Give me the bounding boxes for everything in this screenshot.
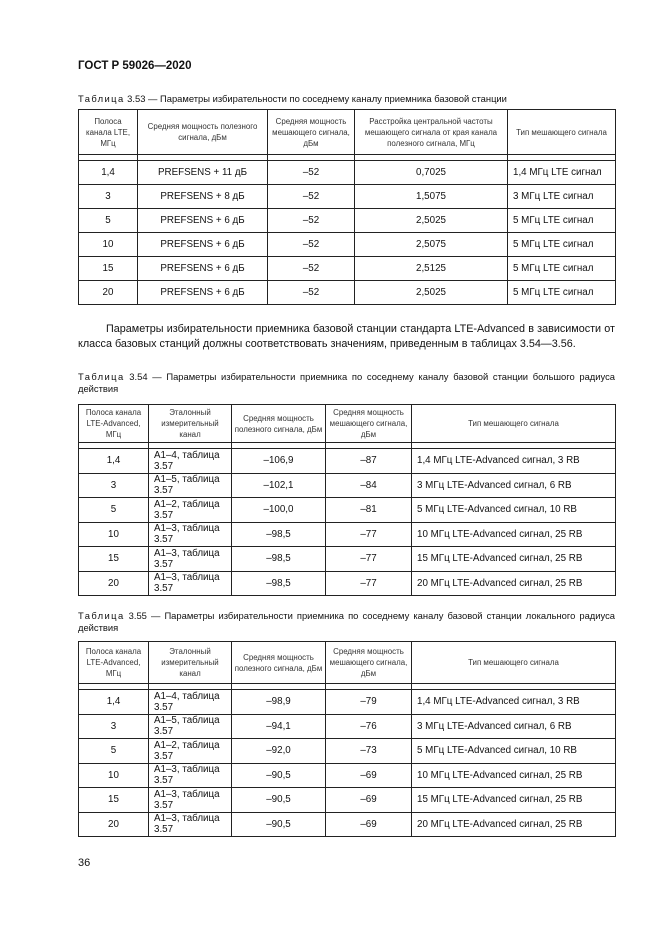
table-row [79, 185, 616, 209]
table-row [79, 571, 616, 596]
caption-text: 3.55 — Параметры избирательности приемника по соседнему каналу базовой станции локального радиуса действия [78, 610, 615, 633]
table-cell: 3 [79, 185, 138, 209]
table-cell: 1,4 [79, 449, 149, 474]
table-cell: 5 МГц LTE сигнал [508, 209, 616, 233]
table-row [79, 522, 616, 547]
table-cell: 5 МГц LTE-Advanced сигнал, 10 RB [412, 498, 616, 523]
table-cell: 1,4 МГц LTE-Advanced сигнал, 3 RB [412, 690, 616, 715]
caption-label: Таблица [78, 93, 125, 104]
table-cell: 5 МГц LTE сигнал [508, 233, 616, 257]
table-cell: 1,4 [79, 690, 149, 715]
column-header: Тип мешающего сигнала [508, 110, 616, 155]
table-row [79, 257, 616, 281]
table-cell: 15 [79, 788, 149, 813]
table-cell: –69 [326, 788, 412, 813]
table-cell: –98,5 [232, 571, 326, 596]
table-cell: 20 МГц LTE-Advanced сигнал, 25 RB [412, 571, 616, 596]
column-header: Эталонный измерительный канал [149, 642, 232, 684]
table-row [79, 690, 616, 715]
body-paragraph: Параметры избирательности приемника базовой станции стандарта LTE-Advanced в зависимости от класса базовых станций должны соответствовать значениям, приведенным в таблицах 3.54—3.56. [78, 323, 615, 350]
table-cell: 5 МГц LTE сигнал [508, 281, 616, 305]
table-cell: 15 [79, 257, 138, 281]
column-header: Средняя мощность полезного сигнала, дБм [232, 642, 326, 684]
table-cell: А1–3, таблица 3.57 [149, 571, 232, 596]
table-cell: А1–5, таблица 3.57 [149, 714, 232, 739]
caption-label: Таблица [78, 610, 125, 621]
column-header: Полоса канала LTE-Advanced, МГц [79, 405, 149, 443]
table-3-55 [78, 641, 616, 837]
table-cell: А1–4, таблица 3.57 [149, 449, 232, 474]
column-header: Средняя мощность мешающего сигнала, дБм [326, 642, 412, 684]
table-cell: –87 [326, 449, 412, 474]
table-cell: 3 МГц LTE-Advanced сигнал, 6 RB [412, 714, 616, 739]
table-cell: PREFSENS + 6 дБ [138, 209, 268, 233]
column-header: Средняя мощность полезного сигнала, дБм [232, 405, 326, 443]
table-cell: PREFSENS + 6 дБ [138, 257, 268, 281]
column-header: Эталонный измерительный канал [149, 405, 232, 443]
column-header: Тип мешающего сигнала [412, 642, 616, 684]
table-3-53 [78, 109, 616, 305]
table-row [79, 498, 616, 523]
column-header: Тип мешающего сигнала [412, 405, 616, 443]
table-cell: –90,5 [232, 763, 326, 788]
table-row [79, 788, 616, 813]
column-header: Средняя мощность мешающего сигнала, дБм [268, 110, 355, 155]
table-cell: 15 [79, 547, 149, 572]
table-cell: 2,5025 [355, 281, 508, 305]
table-3-54 [78, 404, 616, 596]
table-caption-3-55 [78, 610, 615, 634]
table-row [79, 739, 616, 764]
table-cell: –52 [268, 209, 355, 233]
table-cell: 10 [79, 522, 149, 547]
table-cell: А1–2, таблица 3.57 [149, 498, 232, 523]
table-cell: –77 [326, 571, 412, 596]
table-row [79, 161, 616, 185]
table-cell: 3 МГц LTE-Advanced сигнал, 6 RB [412, 473, 616, 498]
caption-text: 3.53 — Параметры избирательности по соседнему каналу приемника базовой станции [124, 93, 507, 104]
table-row [79, 714, 616, 739]
table-cell: 2,5075 [355, 233, 508, 257]
table-cell: 5 [79, 209, 138, 233]
column-header: Средняя мощность полезного сигнала, дБм [138, 110, 268, 155]
table-cell: 3 [79, 473, 149, 498]
table-cell: PREFSENS + 6 дБ [138, 281, 268, 305]
table-cell: –84 [326, 473, 412, 498]
table-cell: –90,5 [232, 788, 326, 813]
table-cell: –52 [268, 281, 355, 305]
table-cell: 15 МГц LTE-Advanced сигнал, 25 RB [412, 547, 616, 572]
table-cell: А1–2, таблица 3.57 [149, 739, 232, 764]
table-cell: 3 МГц LTE сигнал [508, 185, 616, 209]
table-cell: –52 [268, 161, 355, 185]
table-row [79, 763, 616, 788]
table-cell: –98,9 [232, 690, 326, 715]
table-row [79, 281, 616, 305]
table-cell: –52 [268, 257, 355, 281]
table-cell: –77 [326, 547, 412, 572]
column-header: Средняя мощность мешающего сигнала, дБм [326, 405, 412, 443]
caption-text: 3.54 — Параметры избирательности приемника по соседнему каналу базовой станции большого радиуса действия [78, 371, 615, 394]
table-cell: –92,0 [232, 739, 326, 764]
column-header: Полоса канала LTE, МГц [79, 110, 138, 155]
table-cell: 1,4 [79, 161, 138, 185]
table-caption-3-53 [78, 93, 618, 105]
table-row [79, 812, 616, 837]
table-cell: –98,5 [232, 547, 326, 572]
table-cell: А1–3, таблица 3.57 [149, 788, 232, 813]
table-cell: 20 [79, 571, 149, 596]
table-cell: А1–5, таблица 3.57 [149, 473, 232, 498]
table-cell: 5 МГц LTE сигнал [508, 257, 616, 281]
table-cell: –102,1 [232, 473, 326, 498]
page-number: 36 [78, 857, 91, 869]
table-cell: 1,4 МГц LTE сигнал [508, 161, 616, 185]
table-cell: –52 [268, 233, 355, 257]
table-cell: А1–3, таблица 3.57 [149, 812, 232, 837]
table-cell: –52 [268, 185, 355, 209]
caption-label: Таблица [78, 371, 125, 382]
table-cell: 20 [79, 281, 138, 305]
table-cell: –106,9 [232, 449, 326, 474]
table-cell: –79 [326, 690, 412, 715]
table-cell: А1–3, таблица 3.57 [149, 522, 232, 547]
table-cell: А1–4, таблица 3.57 [149, 690, 232, 715]
table-cell: 20 МГц LTE-Advanced сигнал, 25 RB [412, 812, 616, 837]
table-cell: PREFSENS + 6 дБ [138, 233, 268, 257]
table-row [79, 449, 616, 474]
table-cell: –100,0 [232, 498, 326, 523]
table-cell: 1,5075 [355, 185, 508, 209]
table-cell: 1,4 МГц LTE-Advanced сигнал, 3 RB [412, 449, 616, 474]
table-row [79, 547, 616, 572]
table-cell: –94,1 [232, 714, 326, 739]
table-cell: 20 [79, 812, 149, 837]
table-cell: 2,5125 [355, 257, 508, 281]
table-row [79, 209, 616, 233]
table-cell: –90,5 [232, 812, 326, 837]
table-cell: –81 [326, 498, 412, 523]
table-cell: –98,5 [232, 522, 326, 547]
table-cell: PREFSENS + 11 дБ [138, 161, 268, 185]
table-cell: 5 [79, 739, 149, 764]
table-cell: А1–3, таблица 3.57 [149, 763, 232, 788]
table-row [79, 233, 616, 257]
table-cell: –77 [326, 522, 412, 547]
table-cell: 10 [79, 763, 149, 788]
table-cell: 10 [79, 233, 138, 257]
table-caption-3-54 [78, 371, 615, 395]
table-cell: 2,5025 [355, 209, 508, 233]
table-cell: 10 МГц LTE-Advanced сигнал, 25 RB [412, 522, 616, 547]
column-header: Полоса канала LTE-Advanced, МГц [79, 642, 149, 684]
table-cell: 5 [79, 498, 149, 523]
table-cell: 5 МГц LTE-Advanced сигнал, 10 RB [412, 739, 616, 764]
table-cell: –76 [326, 714, 412, 739]
document-header: ГОСТ Р 59026—2020 [78, 60, 192, 72]
table-cell: А1–3, таблица 3.57 [149, 547, 232, 572]
table-cell: 3 [79, 714, 149, 739]
table-cell: PREFSENS + 8 дБ [138, 185, 268, 209]
table-cell: –69 [326, 763, 412, 788]
table-row [79, 473, 616, 498]
table-cell: 0,7025 [355, 161, 508, 185]
table-cell: –73 [326, 739, 412, 764]
table-cell: 10 МГц LTE-Advanced сигнал, 25 RB [412, 763, 616, 788]
column-header: Расстройка центральной частоты мешающего сигнала от края канала полезного сигнала, МГц [355, 110, 508, 155]
table-cell: 15 МГц LTE-Advanced сигнал, 25 RB [412, 788, 616, 813]
table-cell: –69 [326, 812, 412, 837]
